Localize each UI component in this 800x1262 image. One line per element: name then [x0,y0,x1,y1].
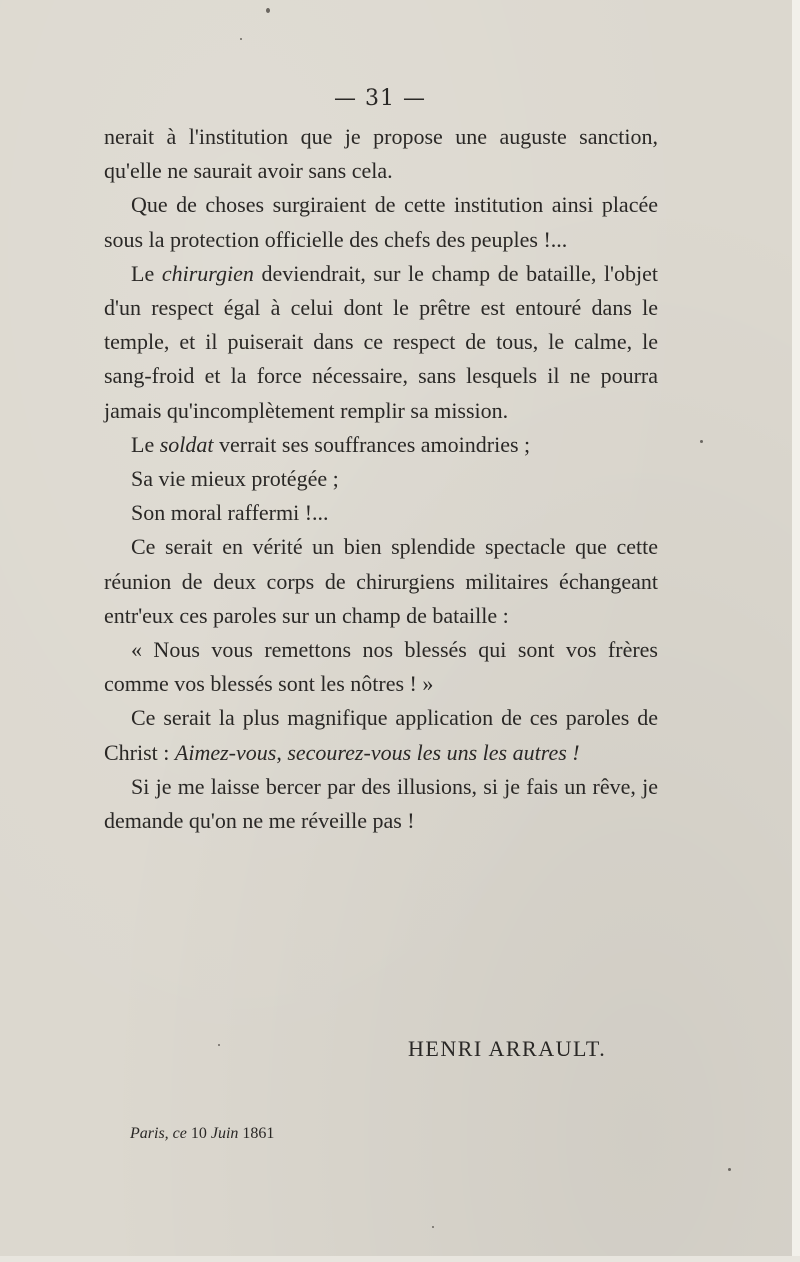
text-run: « Nous vous remettons nos blessés qui sont vos frères comme vos blessés sont les nôtres ! » [104,637,658,697]
text-run: Le [131,431,160,457]
text-run: Ce serait la plus magnifique application de ces paroles de Christ : [104,705,658,765]
text-run: nerait à l'institution que je propose une auguste sanction, qu'elle ne saurait avoir sans cela. [104,124,658,184]
text-run: Le [131,260,162,286]
text-run: Que de choses surgiraient de cette institution ainsi placée sous la protection officielle des chefs des peuples !... [104,192,658,252]
ink-speck [728,1168,731,1171]
italic-text: secourez-vous les uns les autres ! [287,739,580,765]
text-run: , [276,739,288,765]
text-run: verrait ses souffrances amoindries ; [213,431,531,457]
ink-speck [432,1226,434,1228]
page-edge-bottom [0,1256,800,1262]
paragraph [104,462,658,496]
text-run: deviendrait, sur le champ de bataille, l'objet d'un respect égal à celui dont le prêtre est entouré dans le temple, et il puiserait dans ce respect de tous, le calme, le sang-froid et la force nécessaire, sans lesquels il ne pourra jamais qu'incomplètement remplir sa mission. [104,260,659,423]
text-run: Son moral raffermi !... [131,500,329,526]
ink-speck [240,38,242,40]
dateline-italic: Juin [210,1125,239,1142]
paragraph [104,188,658,256]
paragraph [104,496,658,530]
text-run: Sa vie mieux protégée ; [131,466,339,492]
paragraph [104,770,658,838]
dateline-text: 10 [186,1125,211,1142]
dateline-italic: Paris, ce [130,1125,187,1142]
dateline-text: 1861 [238,1125,275,1142]
ink-speck [218,1044,220,1046]
signature: HENRI ARRAULT. [408,1036,607,1061]
page-edge [792,0,800,1262]
text-run: Ce serait en vérité un bien splendide spectacle que cette réunion de deux corps de chirurgiens militaires échangeant entr'eux ces paroles sur un champ de bataille : [104,534,658,628]
paragraph [104,257,658,428]
paragraph [104,701,658,769]
text-run: Si je me laisse bercer par des illusions, si je fais un rêve, je demande qu'on ne me réveille pas ! [104,773,658,834]
paragraph [104,120,658,188]
body-text [104,120,658,838]
ink-speck [700,440,703,443]
page-number: — 31 — [334,86,426,111]
paragraph [104,633,658,701]
italic-text: Aimez-vous [174,739,277,765]
ink-speck [266,8,270,13]
italic-text: soldat [159,431,214,457]
dateline [130,1125,274,1143]
paragraph [104,428,658,462]
italic-text: chirurgien [161,260,254,286]
paragraph [104,530,658,633]
